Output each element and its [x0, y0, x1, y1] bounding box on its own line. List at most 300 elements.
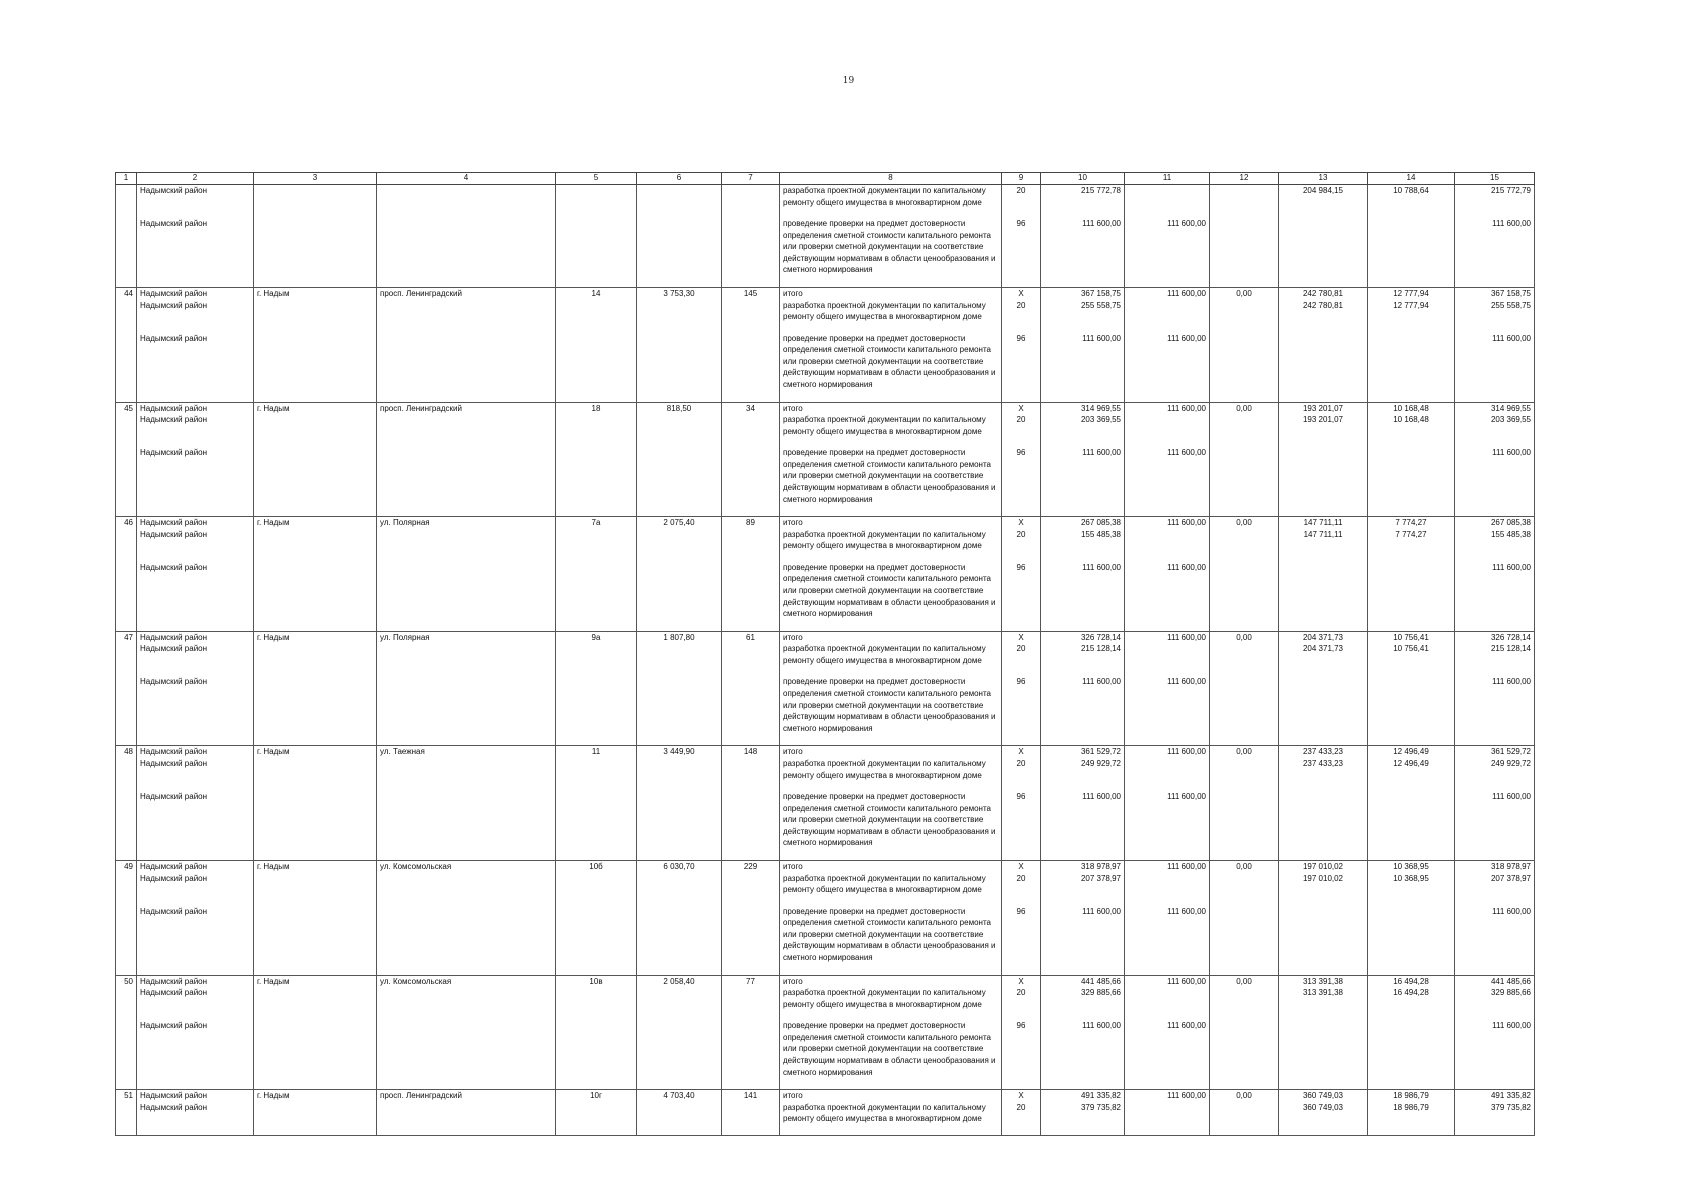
- residents-cell: [722, 185, 780, 219]
- cost-col-13-cell: 313 391,38: [1279, 975, 1368, 987]
- cost-col-15-cell: 155 485,38: [1455, 529, 1535, 562]
- code-cell: 96: [1002, 906, 1041, 976]
- code-cell: Х: [1002, 1090, 1041, 1102]
- cost-col-14-cell: [1368, 562, 1455, 632]
- cost-col-13-cell: 360 749,03: [1279, 1090, 1368, 1102]
- residents-cell: 141: [722, 1090, 780, 1102]
- cost-col-14-cell: 10 368,95: [1368, 873, 1455, 906]
- cost-col-13-cell: 197 010,02: [1279, 860, 1368, 872]
- table-row: [116, 1102, 1535, 1136]
- table-row: [116, 447, 1535, 517]
- street-cell: просп. Ленинградский: [377, 1090, 556, 1102]
- cost-col-14-cell: 10 168,48: [1368, 414, 1455, 447]
- house-number-cell: 10г: [556, 1090, 637, 1102]
- cost-col-13-cell: 147 711,11: [1279, 517, 1368, 529]
- code-cell: Х: [1002, 288, 1041, 300]
- code-cell: 96: [1002, 1020, 1041, 1090]
- cost-col-13-cell: 197 010,02: [1279, 873, 1368, 906]
- cost-col-15-cell: 111 600,00: [1455, 906, 1535, 976]
- area-cell: [637, 987, 722, 1020]
- cost-col-11-cell: 111 600,00: [1125, 631, 1210, 643]
- cost-col-14-cell: [1368, 906, 1455, 976]
- residents-cell: [722, 218, 780, 288]
- cost-col-11-cell: 111 600,00: [1125, 1020, 1210, 1090]
- cost-col-15-cell: 379 735,82: [1455, 1102, 1535, 1136]
- house-number-cell: [556, 758, 637, 791]
- total-cost-cell: 111 600,00: [1041, 447, 1125, 517]
- residents-cell: [722, 758, 780, 791]
- cost-col-12-cell: 0,00: [1210, 631, 1279, 643]
- table-row: [116, 975, 1535, 987]
- cost-col-12-cell: [1210, 1102, 1279, 1136]
- code-cell: 20: [1002, 300, 1041, 333]
- cost-col-14-cell: [1368, 218, 1455, 288]
- cost-col-15-cell: 318 978,97: [1455, 860, 1535, 872]
- cost-col-15-cell: 111 600,00: [1455, 676, 1535, 746]
- cost-col-13-cell: [1279, 791, 1368, 861]
- street-cell: [377, 758, 556, 791]
- street-cell: [377, 987, 556, 1020]
- district-cell: Надымский район: [137, 517, 254, 529]
- area-cell: [637, 873, 722, 906]
- row-number-cell: [116, 676, 137, 746]
- repair-register-table: [115, 172, 1535, 1136]
- house-number-cell: [556, 218, 637, 288]
- column-header-3: 3: [254, 173, 377, 185]
- cost-col-13-cell: 204 371,73: [1279, 631, 1368, 643]
- cost-col-12-cell: [1210, 791, 1279, 861]
- residents-cell: [722, 906, 780, 976]
- total-cost-cell: 255 558,75: [1041, 300, 1125, 333]
- district-cell: Надымский район: [137, 529, 254, 562]
- residents-cell: [722, 987, 780, 1020]
- house-number-cell: [556, 643, 637, 676]
- district-cell: Надымский район: [137, 1102, 254, 1136]
- district-cell: Надымский район: [137, 873, 254, 906]
- cost-col-12-cell: [1210, 300, 1279, 333]
- row-number-cell: [116, 987, 137, 1020]
- cost-col-13-cell: [1279, 676, 1368, 746]
- area-cell: 2 075,40: [637, 517, 722, 529]
- district-cell: Надымский район: [137, 185, 254, 219]
- column-header-10: 10: [1041, 173, 1125, 185]
- street-cell: [377, 333, 556, 403]
- header-row: [116, 173, 1535, 185]
- area-cell: [637, 414, 722, 447]
- cost-col-15-cell: 326 728,14: [1455, 631, 1535, 643]
- district-cell: Надымский район: [137, 860, 254, 872]
- district-cell: Надымский район: [137, 676, 254, 746]
- work-type-cell: разработка проектной документации по капитальному ремонту общего имущества в многоквартирном доме: [780, 185, 1002, 219]
- cost-col-11-cell: 111 600,00: [1125, 218, 1210, 288]
- city-cell: [254, 562, 377, 632]
- cost-col-11-cell: 111 600,00: [1125, 1090, 1210, 1102]
- cost-col-14-cell: [1368, 791, 1455, 861]
- column-header-8: 8: [780, 173, 1002, 185]
- residents-cell: [722, 1020, 780, 1090]
- table-row: [116, 987, 1535, 1020]
- city-cell: [254, 906, 377, 976]
- cost-col-12-cell: 0,00: [1210, 746, 1279, 758]
- work-type-cell: проведение проверки на предмет достоверности определения сметной стоимости капитального ремонта или проверки сметной документации на соответствие действующим нормативам в области ценообразования и сметного нормирования: [780, 562, 1002, 632]
- area-cell: [637, 676, 722, 746]
- cost-col-14-cell: 7 774,27: [1368, 517, 1455, 529]
- total-cost-cell: 111 600,00: [1041, 218, 1125, 288]
- cost-col-15-cell: 441 485,66: [1455, 975, 1535, 987]
- house-number-cell: 9а: [556, 631, 637, 643]
- table-row: [116, 218, 1535, 288]
- cost-col-15-cell: 207 378,97: [1455, 873, 1535, 906]
- table-row: [116, 791, 1535, 861]
- cost-col-15-cell: 111 600,00: [1455, 218, 1535, 288]
- table-row: [116, 746, 1535, 758]
- work-type-cell: разработка проектной документации по капитальному ремонту общего имущества в многоквартирном доме: [780, 873, 1002, 906]
- residents-cell: 229: [722, 860, 780, 872]
- residents-cell: 61: [722, 631, 780, 643]
- total-cost-cell: 314 969,55: [1041, 402, 1125, 414]
- total-cost-cell: 111 600,00: [1041, 1020, 1125, 1090]
- cost-col-11-cell: 111 600,00: [1125, 975, 1210, 987]
- house-number-cell: [556, 676, 637, 746]
- table-row: [116, 860, 1535, 872]
- residents-cell: [722, 643, 780, 676]
- area-cell: [637, 447, 722, 517]
- city-cell: [254, 185, 377, 219]
- table-row: [116, 562, 1535, 632]
- code-cell: 96: [1002, 447, 1041, 517]
- table-row: [116, 758, 1535, 791]
- cost-col-13-cell: 360 749,03: [1279, 1102, 1368, 1136]
- cost-col-11-cell: [1125, 873, 1210, 906]
- cost-col-13-cell: 193 201,07: [1279, 402, 1368, 414]
- area-cell: 4 703,40: [637, 1090, 722, 1102]
- column-header-1: 1: [116, 173, 137, 185]
- residents-cell: [722, 791, 780, 861]
- city-cell: [254, 1102, 377, 1136]
- cost-col-15-cell: 111 600,00: [1455, 1020, 1535, 1090]
- house-number-cell: [556, 1020, 637, 1090]
- table-row: [116, 631, 1535, 643]
- cost-col-12-cell: [1210, 447, 1279, 517]
- residents-cell: 34: [722, 402, 780, 414]
- row-number-cell: [116, 447, 137, 517]
- code-cell: Х: [1002, 746, 1041, 758]
- cost-col-14-cell: 18 986,79: [1368, 1090, 1455, 1102]
- row-number-cell: [116, 906, 137, 976]
- cost-col-14-cell: 12 496,49: [1368, 758, 1455, 791]
- cost-col-15-cell: 203 369,55: [1455, 414, 1535, 447]
- row-number-cell: 51: [116, 1090, 137, 1102]
- cost-col-12-cell: 0,00: [1210, 975, 1279, 987]
- house-number-cell: [556, 447, 637, 517]
- work-type-cell: проведение проверки на предмет достоверности определения сметной стоимости капитального ремонта или проверки сметной документации на соответствие действующим нормативам в области ценообразования и сметного нормирования: [780, 333, 1002, 403]
- page-number: 19: [842, 76, 855, 86]
- table-row: [116, 288, 1535, 300]
- code-cell: 20: [1002, 873, 1041, 906]
- cost-col-14-cell: 12 777,94: [1368, 288, 1455, 300]
- street-cell: [377, 218, 556, 288]
- district-cell: Надымский район: [137, 562, 254, 632]
- column-header-11: 11: [1125, 173, 1210, 185]
- area-cell: 1 807,80: [637, 631, 722, 643]
- total-cost-cell: 491 335,82: [1041, 1090, 1125, 1102]
- table-row: [116, 529, 1535, 562]
- column-header-12: 12: [1210, 173, 1279, 185]
- code-cell: 96: [1002, 333, 1041, 403]
- table-row: [116, 873, 1535, 906]
- cost-col-13-cell: [1279, 906, 1368, 976]
- work-type-cell: разработка проектной документации по капитальному ремонту общего имущества в многоквартирном доме: [780, 758, 1002, 791]
- residents-cell: [722, 1102, 780, 1136]
- table-row: [116, 676, 1535, 746]
- district-cell: Надымский район: [137, 402, 254, 414]
- house-number-cell: [556, 300, 637, 333]
- cost-col-15-cell: 255 558,75: [1455, 300, 1535, 333]
- row-number-cell: 50: [116, 975, 137, 987]
- cost-col-11-cell: [1125, 414, 1210, 447]
- work-type-cell: разработка проектной документации по капитальному ремонту общего имущества в многоквартирном доме: [780, 300, 1002, 333]
- cost-col-15-cell: 314 969,55: [1455, 402, 1535, 414]
- area-cell: 818,50: [637, 402, 722, 414]
- district-cell: Надымский район: [137, 987, 254, 1020]
- code-cell: 96: [1002, 562, 1041, 632]
- total-cost-cell: 215 128,14: [1041, 643, 1125, 676]
- cost-col-15-cell: 267 085,38: [1455, 517, 1535, 529]
- city-cell: г. Надым: [254, 631, 377, 643]
- cost-col-11-cell: [1125, 300, 1210, 333]
- area-cell: [637, 300, 722, 333]
- column-header-7: 7: [722, 173, 780, 185]
- street-cell: ул. Полярная: [377, 631, 556, 643]
- house-number-cell: 10в: [556, 975, 637, 987]
- work-type-cell: итого: [780, 402, 1002, 414]
- cost-col-12-cell: [1210, 906, 1279, 976]
- cost-col-11-cell: [1125, 643, 1210, 676]
- work-type-cell: проведение проверки на предмет достоверности определения сметной стоимости капитального ремонта или проверки сметной документации на соответствие действующим нормативам в области ценообразования и сметного нормирования: [780, 447, 1002, 517]
- street-cell: ул. Таежная: [377, 746, 556, 758]
- code-cell: 20: [1002, 185, 1041, 219]
- cost-col-14-cell: [1368, 333, 1455, 403]
- area-cell: 2 058,40: [637, 975, 722, 987]
- row-number-cell: [116, 218, 137, 288]
- cost-col-11-cell: 111 600,00: [1125, 402, 1210, 414]
- cost-col-11-cell: 111 600,00: [1125, 333, 1210, 403]
- city-cell: г. Надым: [254, 1090, 377, 1102]
- cost-col-14-cell: 16 494,28: [1368, 975, 1455, 987]
- city-cell: [254, 676, 377, 746]
- cost-col-15-cell: 215 772,79: [1455, 185, 1535, 219]
- row-number-cell: [116, 1020, 137, 1090]
- cost-col-12-cell: [1210, 643, 1279, 676]
- cost-col-11-cell: 111 600,00: [1125, 288, 1210, 300]
- residents-cell: [722, 447, 780, 517]
- total-cost-cell: 267 085,38: [1041, 517, 1125, 529]
- district-cell: Надымский район: [137, 906, 254, 976]
- street-cell: просп. Ленинградский: [377, 288, 556, 300]
- total-cost-cell: 361 529,72: [1041, 746, 1125, 758]
- row-number-cell: [116, 414, 137, 447]
- row-number-cell: [116, 333, 137, 403]
- area-cell: [637, 643, 722, 676]
- column-header-14: 14: [1368, 173, 1455, 185]
- total-cost-cell: 379 735,82: [1041, 1102, 1125, 1136]
- cost-col-11-cell: 111 600,00: [1125, 447, 1210, 517]
- total-cost-cell: 367 158,75: [1041, 288, 1125, 300]
- total-cost-cell: 215 772,78: [1041, 185, 1125, 219]
- cost-col-12-cell: [1210, 562, 1279, 632]
- cost-col-11-cell: 111 600,00: [1125, 517, 1210, 529]
- district-cell: Надымский район: [137, 218, 254, 288]
- code-cell: 96: [1002, 218, 1041, 288]
- work-type-cell: итого: [780, 746, 1002, 758]
- residents-cell: [722, 333, 780, 403]
- street-cell: ул. Комсомольская: [377, 975, 556, 987]
- district-cell: Надымский район: [137, 288, 254, 300]
- table-row: [116, 333, 1535, 403]
- table-row: [116, 643, 1535, 676]
- district-cell: Надымский район: [137, 1090, 254, 1102]
- cost-col-11-cell: [1125, 758, 1210, 791]
- area-cell: 3 449,90: [637, 746, 722, 758]
- table-header: [116, 173, 1535, 185]
- cost-col-13-cell: 237 433,23: [1279, 758, 1368, 791]
- work-type-cell: итого: [780, 860, 1002, 872]
- house-number-cell: 10б: [556, 860, 637, 872]
- street-cell: [377, 529, 556, 562]
- total-cost-cell: 441 485,66: [1041, 975, 1125, 987]
- row-number-cell: 44: [116, 288, 137, 300]
- street-cell: [377, 300, 556, 333]
- cost-col-11-cell: 111 600,00: [1125, 676, 1210, 746]
- code-cell: 96: [1002, 676, 1041, 746]
- cost-col-13-cell: [1279, 562, 1368, 632]
- code-cell: Х: [1002, 975, 1041, 987]
- work-type-cell: разработка проектной документации по капитальному ремонту общего имущества в многоквартирном доме: [780, 414, 1002, 447]
- cost-col-14-cell: [1368, 447, 1455, 517]
- row-number-cell: 46: [116, 517, 137, 529]
- area-cell: 3 753,30: [637, 288, 722, 300]
- total-cost-cell: 155 485,38: [1041, 529, 1125, 562]
- cost-col-15-cell: 367 158,75: [1455, 288, 1535, 300]
- cost-col-14-cell: 7 774,27: [1368, 529, 1455, 562]
- cost-col-12-cell: 0,00: [1210, 517, 1279, 529]
- row-number-cell: 49: [116, 860, 137, 872]
- house-number-cell: [556, 333, 637, 403]
- table-row: [116, 185, 1535, 219]
- cost-col-12-cell: [1210, 529, 1279, 562]
- area-cell: [637, 791, 722, 861]
- work-type-cell: разработка проектной документации по капитальному ремонту общего имущества в многоквартирном доме: [780, 529, 1002, 562]
- code-cell: 20: [1002, 414, 1041, 447]
- district-cell: Надымский район: [137, 975, 254, 987]
- work-type-cell: проведение проверки на предмет достоверности определения сметной стоимости капитального ремонта или проверки сметной документации на соответствие действующим нормативам в области ценообразования и сметного нормирования: [780, 218, 1002, 288]
- district-cell: Надымский район: [137, 758, 254, 791]
- cost-col-15-cell: 111 600,00: [1455, 447, 1535, 517]
- city-cell: г. Надым: [254, 517, 377, 529]
- cost-col-14-cell: 10 368,95: [1368, 860, 1455, 872]
- work-type-cell: итого: [780, 1090, 1002, 1102]
- house-number-cell: [556, 529, 637, 562]
- work-type-cell: разработка проектной документации по капитальному ремонту общего имущества в многоквартирном доме: [780, 643, 1002, 676]
- total-cost-cell: 111 600,00: [1041, 562, 1125, 632]
- city-cell: [254, 529, 377, 562]
- code-cell: 20: [1002, 758, 1041, 791]
- table-row: [116, 414, 1535, 447]
- city-cell: [254, 873, 377, 906]
- area-cell: [637, 906, 722, 976]
- cost-col-12-cell: [1210, 873, 1279, 906]
- code-cell: Х: [1002, 402, 1041, 414]
- district-cell: Надымский район: [137, 300, 254, 333]
- cost-col-12-cell: 0,00: [1210, 860, 1279, 872]
- row-number-cell: [116, 643, 137, 676]
- work-type-cell: проведение проверки на предмет достоверности определения сметной стоимости капитального ремонта или проверки сметной документации на соответствие действующим нормативам в области ценообразования и сметного нормирования: [780, 676, 1002, 746]
- code-cell: Х: [1002, 517, 1041, 529]
- work-type-cell: проведение проверки на предмет достоверности определения сметной стоимости капитального ремонта или проверки сметной документации на соответствие действующим нормативам в области ценообразования и сметного нормирования: [780, 1020, 1002, 1090]
- work-type-cell: итого: [780, 975, 1002, 987]
- city-cell: [254, 218, 377, 288]
- area-cell: [637, 562, 722, 632]
- residents-cell: [722, 873, 780, 906]
- district-cell: Надымский район: [137, 447, 254, 517]
- residents-cell: 89: [722, 517, 780, 529]
- residents-cell: [722, 676, 780, 746]
- code-cell: 20: [1002, 643, 1041, 676]
- residents-cell: [722, 300, 780, 333]
- cost-col-14-cell: 12 496,49: [1368, 746, 1455, 758]
- cost-col-12-cell: [1210, 676, 1279, 746]
- cost-col-13-cell: 237 433,23: [1279, 746, 1368, 758]
- street-cell: [377, 1020, 556, 1090]
- work-type-cell: разработка проектной документации по капитальному ремонту общего имущества в многоквартирном доме: [780, 1102, 1002, 1136]
- cost-col-14-cell: 10 756,41: [1368, 631, 1455, 643]
- row-number-cell: [116, 185, 137, 219]
- street-cell: [377, 873, 556, 906]
- column-header-15: 15: [1455, 173, 1535, 185]
- cost-col-13-cell: 147 711,11: [1279, 529, 1368, 562]
- row-number-cell: [116, 758, 137, 791]
- cost-col-14-cell: [1368, 1020, 1455, 1090]
- area-cell: [637, 218, 722, 288]
- house-number-cell: [556, 1102, 637, 1136]
- cost-col-15-cell: 111 600,00: [1455, 791, 1535, 861]
- city-cell: г. Надым: [254, 975, 377, 987]
- cost-col-12-cell: [1210, 987, 1279, 1020]
- code-cell: 20: [1002, 1102, 1041, 1136]
- city-cell: г. Надым: [254, 860, 377, 872]
- area-cell: 6 030,70: [637, 860, 722, 872]
- cost-col-14-cell: 12 777,94: [1368, 300, 1455, 333]
- area-cell: [637, 1020, 722, 1090]
- area-cell: [637, 758, 722, 791]
- table-row: [116, 517, 1535, 529]
- table-row: [116, 402, 1535, 414]
- work-type-cell: итого: [780, 631, 1002, 643]
- district-cell: Надымский район: [137, 643, 254, 676]
- street-cell: ул. Комсомольская: [377, 860, 556, 872]
- cost-col-11-cell: 111 600,00: [1125, 791, 1210, 861]
- house-number-cell: 11: [556, 746, 637, 758]
- cost-col-11-cell: [1125, 185, 1210, 219]
- street-cell: [377, 185, 556, 219]
- column-header-4: 4: [377, 173, 556, 185]
- cost-col-14-cell: 10 756,41: [1368, 643, 1455, 676]
- table-row: [116, 1090, 1535, 1102]
- work-type-cell: итого: [780, 288, 1002, 300]
- house-number-cell: [556, 562, 637, 632]
- code-cell: Х: [1002, 631, 1041, 643]
- city-cell: [254, 447, 377, 517]
